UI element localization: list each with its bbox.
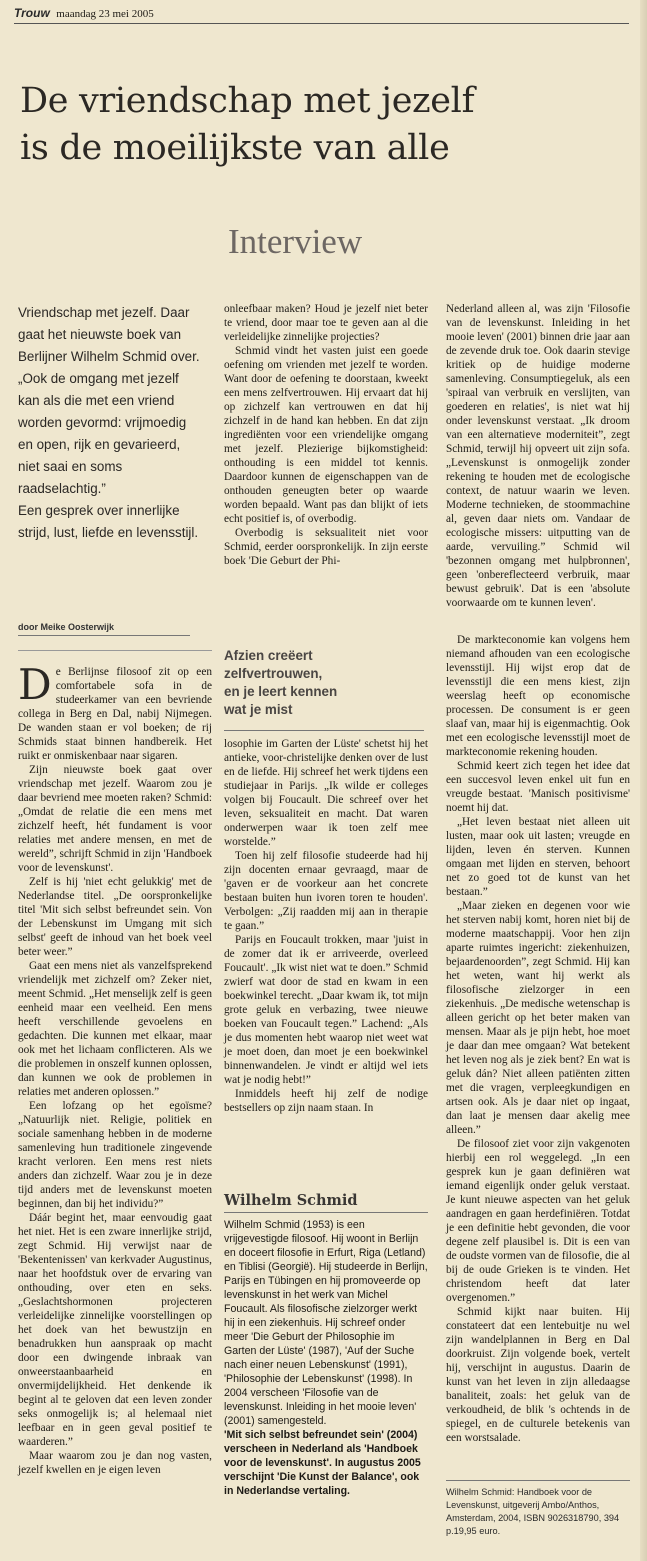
paragraph: Zijn nieuwste boek gaat over vriendschap met jezelf. Waarom zou je daar bevriend mee moeten raken? Schmid: „Omdat de relatie die een mens met zichzelf heeft, hét fundament is voor relaties met andere mensen, en met de wereld”, schrijft Schmid in zijn 'Handboek voor de levenskunst'. [18,764,212,874]
paragraph: De filosoof ziet voor zijn vakgenoten hierbij een rol weggelegd. „In een gesprek kun je gaan definiëren wat iemand eigenlijk onder geluk verstaat. Je kunt nieuwe aspecten van het geluk aandragen en gaan herdefiniëren. Totdat je een definitie hebt gevonden, die voor degene zelf plausibel is. Dit is een van de oudste vormen van de filosofie, die al bij de oude Grieken is te vinden. Het christendom heeft dat later overgenomen.” [446,1138,630,1304]
column-3-top-text [446,302,630,610]
byline-rule [18,635,190,636]
article-body-column-3 [446,633,630,1445]
paragraph: Schmid kijkt naar buiten. Hij constateert dat een lentebuitje nu wel zijn wandelplannen in Berg en Dal doorkruist. Zijn volgende boek, vertelt hij, verschijnt in augustus. Daarin de kunst van het leven in zijn alledaagse banaliteit, zoals: het geluk van de verkoudheid, de blik 's ochtends in de spiegel, en de culturele betekenis van een worstsalade. [446,1306,630,1444]
opening-paragraph: De Berlijnse filosoof zit op een comfortabele sofa in de studeerkamer van een bevriende collega in Berg en Dal, nabij Nijmegen. De wanden staan er vol boeken; de rij Schmids staat binnen handbereik. Het ruikt er onmiskenbaar naar sigaren. [18,660,212,762]
bio-box-title: Wilhelm Schmid [224,1192,358,1209]
paragraph: onleefbaar maken? Houd je jezelf niet beter te vriend, door maar toe te geven aan al die verleidelijke zinnelijke projecties? [224,303,428,343]
paragraph: Dáár begint het, maar eenvoudig gaat het niet. Het is een zware innerlijke strijd, zegt Schmid. Hij verwijst naar de 'Bekentenissen' van kerkvader Augustinus, naar het hoofdstuk over de ervaring van onthouding, over eten en seks. „Geslachtshormonen projecteren verleidelijke zinnelijke voorstellingen op het doek van het bewustzijn en benadrukken hun aanspraak op macht door een dwingende inbraak van onweerstaanbaarheid en onvermijdelijkheid. Het denkende ik begint al te geloven dat een leven zonder seks onmogelijk is; al helemaal niet leefbaar en in geen geval positief te waarderen.” [18,1212,212,1448]
newspaper-name: Trouw [14,6,50,20]
intro-lead [18,302,204,544]
column-2-top-text [224,302,428,568]
article-body-column-2 [224,737,428,1115]
credits-rule [446,1480,630,1481]
bio-text-bold: 'Mit sich selbst befreundet sein' (2004) verscheen in Nederland als 'Handboek voor de levenskunst'. In augustus 2005 verschijnt 'Die Kunst der Balance', ook in Nederlandse vertaling. [224,1429,421,1497]
headline-line-2: is de moeilijkste van alle [20,128,450,168]
drop-cap: D [18,660,52,709]
paragraph: Nederland alleen al, was zijn 'Filosofie van de levenskunst. Inleiding in het mooie leven' (2001) binnen drie jaar aan de zevende druk toe. Ook daarin stevige kritiek op de huidige moderne samenleving. Consumptiegeluk, als een 'spiraal van verbruik en verslijten, van goederen en relaties', is niet wat hij onder levenskunst verstaat. „Ik droom van een alternatieve moderniteit”, zegt Schmid, terwijl hij opveert uit zijn sofa. „Levenskunst is onmogelijk zonder rekening te houden met de ecologische context, de natuur waarin we leven. Moderne technieken, de stoommachine al, geven daar niets om. Vandaar de ecologische missers: uitputting van de aarde, vervuiling.” Schmid wil 'bezonnen omgang met hulpbronnen', geen 'onbereflecteerd verbruik, maar bewust gebruik'. Dat is een 'absolute voorwaarde om te kunnen leven'. [446,303,630,609]
paragraph: Parijs en Foucault trokken, maar 'juist in de zomer dat ik er arriveerde, overleed Foucault'. „Ik wist niet wat te doen.” Schmid zwierf wat door de stad en kwam in een boekwinkel terecht. „Daar kwam ik, tot mijn grote geluk en verbazing, twee nieuwe boeken van Foucault tegen.” Lachend: „Als je dus momenten hebt waarop niet weet wat je moet doen, dan moet je een boekwinkel binnenwandelen. Je vindt er altijd wel iets wat je nodig hebt!” [224,934,428,1086]
paragraph: Gaat een mens niet als vanzelfsprekend vriendelijk met zichzelf om? Zeker niet, meent Schmid. „Het menselijk zelf is geen eenheid maar een veelheid. Een mens heeft verschillende gevoelens en gedachten. Die kunnen met elkaar, maar ook met het lichaam conflicteren. Als we die problemen in onszelf kunnen oplossen, dan kunnen we ook de problemen in relaties met anderen oplossen.” [18,960,212,1098]
paragraph: Een lofzang op het egoïsme? „Natuurlijk niet. Religie, politiek en sociale samenhang hebben in de moderne samenleving hun traditionele zingevende kracht verloren. Een mens rest niets anders dan zichzelf. Waar zou je in deze tijd anders met de levenskunst moeten beginnen, dan bij het individu?” [18,1100,212,1210]
masthead [14,6,154,20]
paragraph: Toen hij zelf filosofie studeerde had hij zijn docenten ernaar gevraagd, maar de 'gaven er de voorkeur aan het concrete bestaan buiten hun ivoren toren te houden'. Verbolgen: „Zij raadden mij aan in therapie te gaan.” [224,850,428,932]
pull-quote-line: Afzien creëert [224,648,313,663]
paragraph: Overbodig is seksualiteit niet voor Schmid, eerder oorspronkelijk. In zijn eerste boek 'Die Geburt der Phi- [224,527,428,567]
byline: door Meike Oosterwijk [18,622,115,632]
headline-line-1: De vriendschap met jezelf [20,81,475,121]
pull-quote-line: wat je mist [224,702,293,717]
pull-quote [224,647,424,719]
bio-box [224,1218,428,1498]
paragraph: Schmid vindt het vasten juist een goede oefening om vrienden met jezelf te worden. Want door de oefening te doorstaan, kweekt een mens zelfvertrouwen. Hij ervaart dat hij op zichzelf kan vertrouwen en dat hij zichzelf in de hand kan hebben. En dat zijn ingrediënten voor een vriendelijke omgang met jezelf. Plezierige bijkomstigheid: onthouding is een middel tot kennis. Daardoor kunnen de eigenschappen van de onthouden geneugten beter op waarde worden bepaald. Want pas dan blijkt of iets echt positief is, of overbodig. [224,345,428,525]
intro-paragraph-2: Een gesprek over innerlijke strijd, lust, liefde en levensstijl. [18,503,199,540]
paragraph: „Het leven bestaat niet alleen uit lusten, maar ook uit lasten; vreugde en lijden, leven én sterven. Kunnen omgaan met lijden en sterven, behoort net zo goed tot de kunst van het bestaan.” [446,816,630,898]
paragraph: Maar waarom zou je dan nog vasten, jezelf kwellen en je eigen leven [18,1450,212,1476]
paragraph: Schmid keert zich tegen het idee dat een succesvol leven enkel uit fun en vreugde bestaat. 'Manisch positivisme' noemt hij dat. [446,760,630,814]
intro-paragraph-1: Vriendschap met jezelf. Daar gaat het nieuwste boek van Berlijner Wilhelm Schmid over. „Ook de omgang met jezelf kan als die met een vriend worden gevormd: vrijmoedig en open, rijk en gevarieerd, niet saai en soms raadselachtig.” [18,305,200,496]
paragraph: „Maar zieken en degenen voor wie het sterven nabij komt, horen niet bij de moderne maatschappij. Voor hen zijn aparte ruimtes ingericht: ziekenhuizen, bejaardenoorden”, zegt Schmid. Hij kan het weten, want hij werkt als filosofische zielzorger in een ziekenhuis. „De medische wetenschap is alleen gericht op het beter maken van mensen. Maar als je pijn hebt, hoe moet je daar dan mee omgaan? Wat betekent het leven nog als je ziek bent? En wat is geluk dán? Niet alleen patiënten zitten met die vragen, verpleegkundigen en artsen ook. Als je daar niet op ingaat, dan laat je mensen daar akelig mee alleen.” [446,900,630,1136]
paragraph: losophie im Garten der Lüste' schetst hij het antieke, voor-christelijke denken over de lust en de liefde. Hij schreef het werk tijdens een studiejaar in Parijs. „Ik wilde er colleges volgen bij Foucault. Die schreef over het leven, seksualiteit en macht. Dat waren onderwerpen waar ik toen zelf mee worstelde.” [224,738,428,848]
book-credits: Wilhelm Schmid: Handboek voor de Levenskunst, uitgeverij Ambo/Anthos, Amsterdam, 2004, ISBN 9026318790, 394 p.19,95 euro. [446,1487,620,1536]
bio-box-rule [224,1212,428,1213]
pull-quote-line: zelfvertrouwen, [224,666,323,681]
masthead-rule [14,23,629,24]
paragraph: Inmiddels heeft hij zelf de nodige bestsellers op zijn naam staan. In [224,1088,428,1114]
publication-date: maandag 23 mei 2005 [56,8,154,20]
paragraph: De markteconomie kan volgens hem niemand afhouden van een ecologische levensstijl. Hij wijst erop dat de levensstijl die een mens kiest, zijn weerslag heeft op economische processen. De consument is er geen slaaf van, maar hij is eigenmachtig. Ook met een ecologische levensstijl moet de markteconomie rekening houden. [446,634,630,758]
headline [20,78,632,172]
paragraph: Zelf is hij 'niet echt gelukkig' met de Nederlandse titel. „De oorspronkelijke titel 'Mit sich selbst befreundet sein. Von der Lebenskunst im Umgang mit sich selbst' geeft de inhoud van het boek veel beter weer.” [18,876,212,958]
pull-quote-rule [224,730,424,731]
section-kicker: Interview [228,222,363,261]
scan-edge-shadow [640,0,647,1561]
pull-quote-line: en je leert kennen [224,684,338,699]
column-divider [18,650,212,651]
article-body-column-1 [18,660,212,1477]
bio-text: Wilhelm Schmid (1953) is een vrijgevestigde filosoof. Hij woont in Berlijn en doceert filosofie in Erfurt, Riga (Letland) en Tiblisi (Georgië). Hij studeerde in Berlijn, Parijs en Tübingen en hij promoveerde op levenskunst in het werk van Michel Foucault. Als filosofische zielzorger werkt hij in een ziekenhuis. Hij schreef onder meer 'Die Geburt der Philosophie im Garten der Lüste' (1987), 'Auf der Suche nach einer neuen Lebenskunst' (1991), 'Philosophie der Lebenskunst' (1998). In 2004 verscheen 'Filosofie van de levenskunst. Inleiding in het mooie leven' (2001) samengesteld. 'Mit sich selbst befreundet sein' (2004) verscheen in Nederland als 'Handboek voor de levenskunst'. In augustus 2005 verschijnt 'Die Kunst der Balance', ook in Nederlandse vertaling. [224,1219,428,1497]
